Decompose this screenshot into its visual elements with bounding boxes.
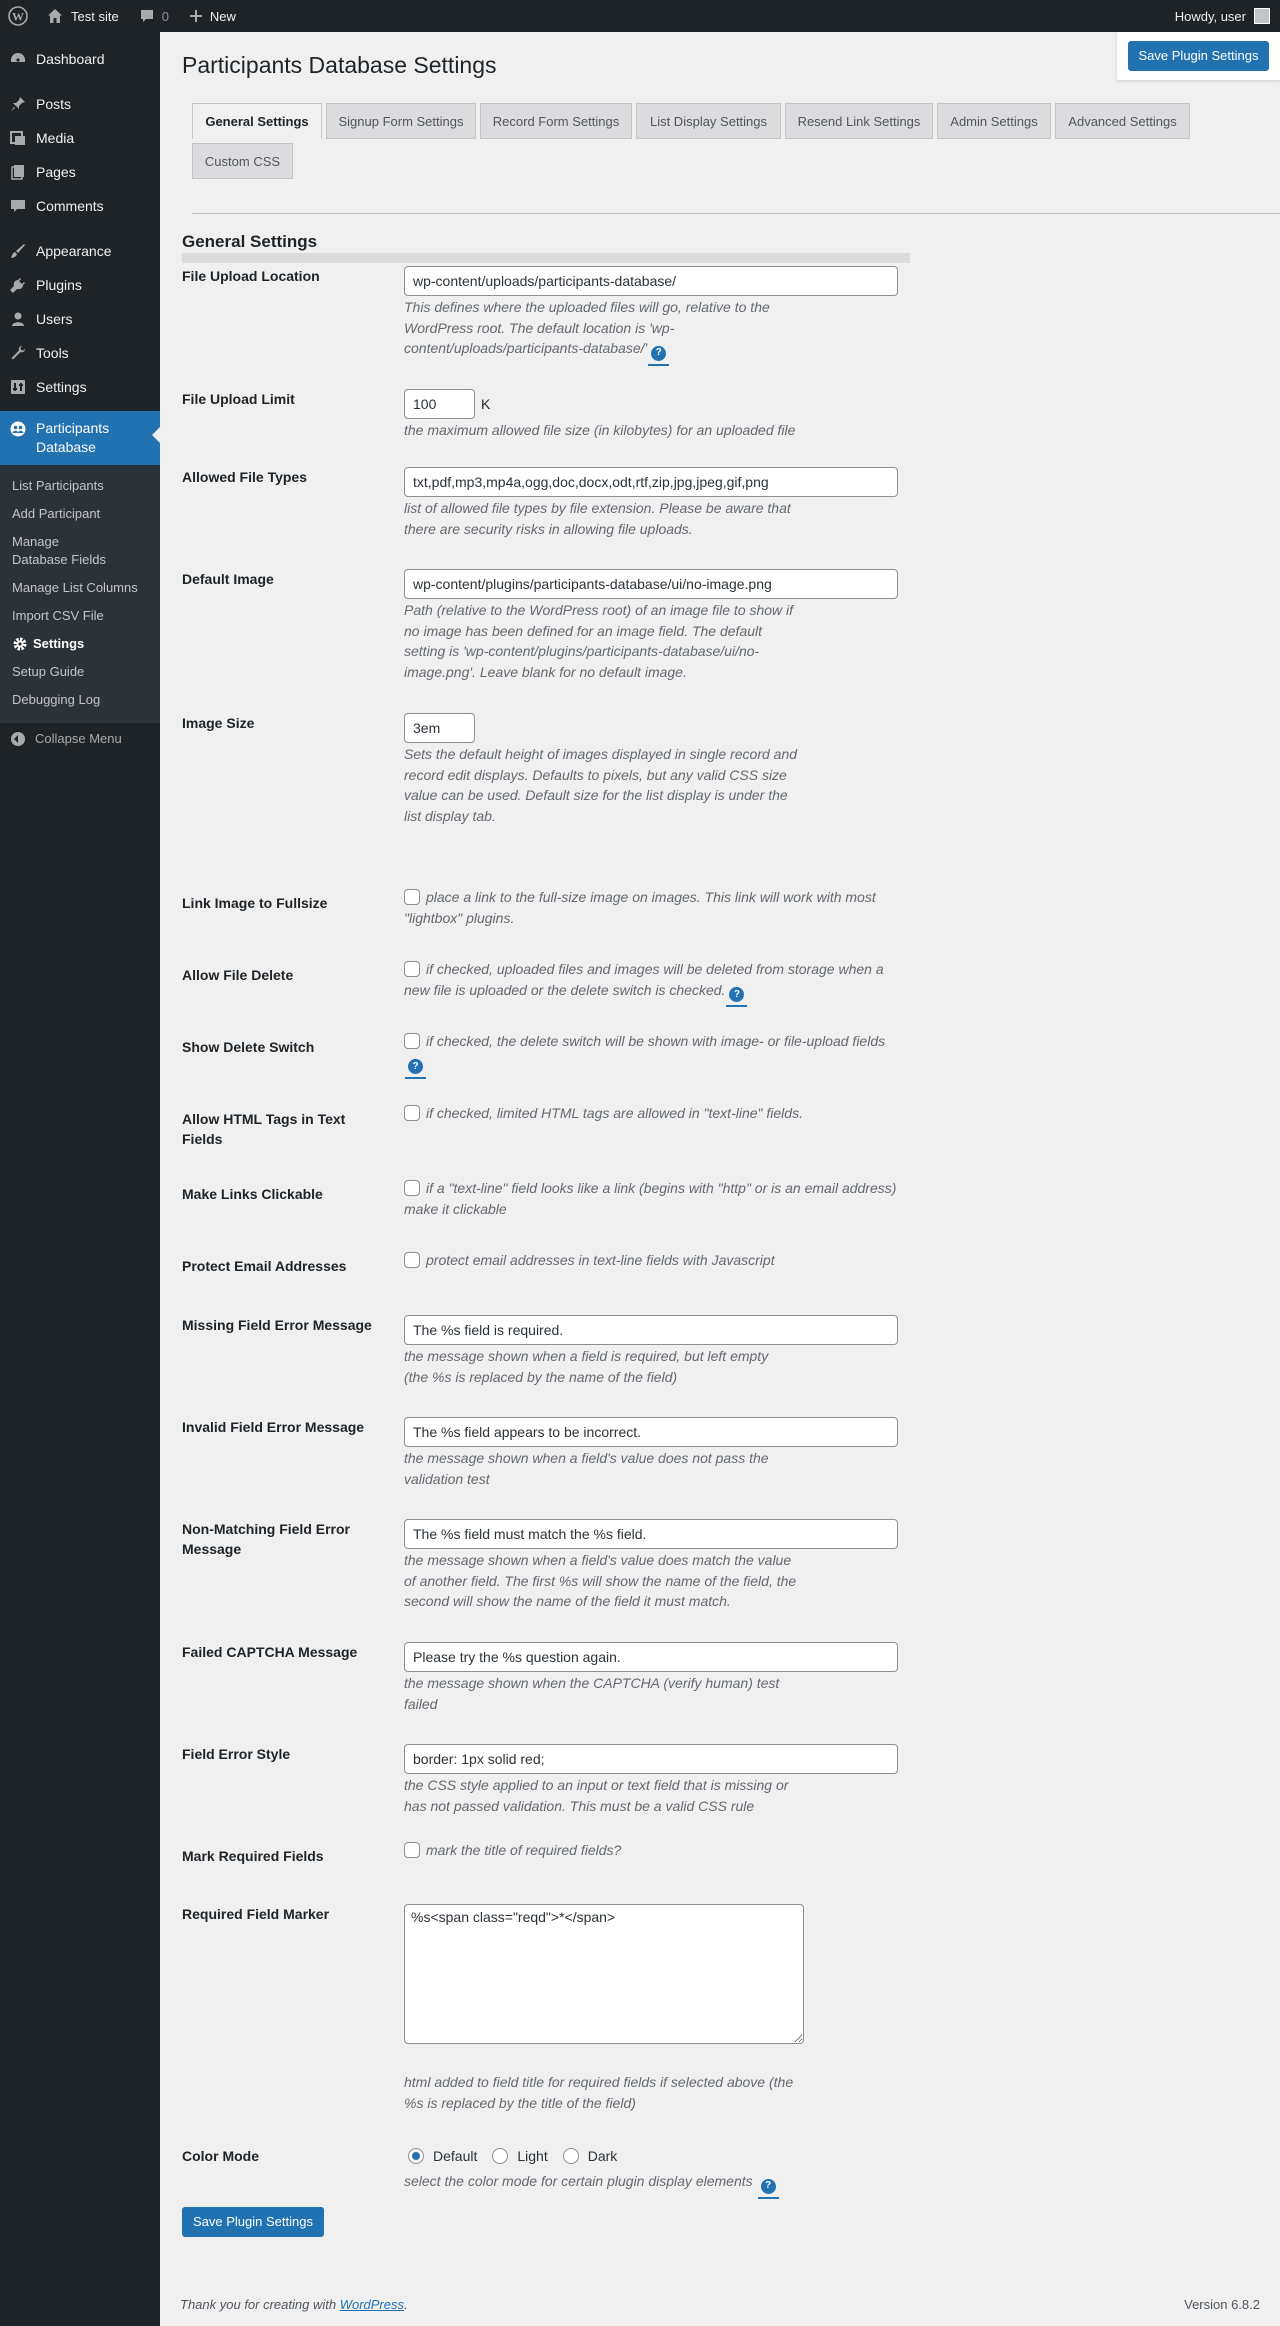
footer-text: . [404,2297,408,2312]
radio-label: Dark [587,2148,618,2164]
menu-tools[interactable] [0,336,160,370]
allowed-file-types-input[interactable] [404,467,898,497]
mark-required-checkbox[interactable] [404,1842,420,1858]
menu-participants-database[interactable] [0,411,160,465]
tab-list-display-settings[interactable]: List Display Settings [636,103,781,139]
user-icon [9,310,27,328]
menu-label: Pages [36,164,76,180]
make-links-clickable-checkbox[interactable] [404,1180,420,1196]
image-size-input[interactable] [404,713,475,743]
help-icon[interactable]: ? [651,346,666,361]
color-mode-default-option[interactable] [408,2148,477,2164]
tab-custom-css[interactable]: Custom CSS [192,143,293,179]
submenu-add-participant[interactable]: Add Participant [12,506,101,521]
menu-label: Dashboard [36,51,105,67]
tab-resend-link-settings[interactable]: Resend Link Settings [785,103,933,139]
menu-label: Plugins [36,277,82,293]
collapse-icon [11,732,25,746]
submenu-debugging-log[interactable]: Debugging Log [12,692,101,707]
participants-submenu [0,465,160,723]
setting-description: protect email addresses in text-line fields with Javascript [404,1250,904,1271]
radio-default[interactable] [408,2148,424,2164]
participants-icon [9,420,27,438]
failed-captcha-input[interactable] [404,1642,898,1672]
menu-label: Users [36,311,73,327]
setting-label: Show Delete Switch [182,1039,315,1055]
submenu-manage-database-fields[interactable]: Manage Database Fields [12,534,106,567]
media-icon [9,129,27,147]
admin-bar [0,0,1280,32]
submenu-manage-list-columns[interactable]: Manage List Columns [12,580,138,595]
setting-description: if checked, the delete switch will be shown with image- or file-upload fields ? [404,1031,904,1074]
menu-label: Participants Database [36,420,110,455]
submenu-list-participants[interactable]: List Participants [12,478,104,493]
setting-label: Allow File Delete [182,967,294,983]
setting-label: Color Mode [182,2148,259,2164]
setting-description: the maximum allowed file size (in kilobytes) for an uploaded file [404,422,796,438]
tab-advanced-settings[interactable]: Advanced Settings [1055,103,1190,139]
menu-users[interactable] [0,302,160,336]
comments-link[interactable] [129,0,179,32]
site-name-link[interactable] [36,0,129,32]
menu-comments[interactable] [0,189,160,223]
setting-description: the message shown when a field's value does not pass the validation test [404,1450,769,1487]
wordpress-link[interactable]: WordPress [339,2297,404,2312]
protect-email-checkbox[interactable] [404,1252,420,1268]
collapse-label: Collapse Menu [35,731,122,746]
invalid-field-error-input[interactable] [404,1417,898,1447]
brush-icon [9,242,27,260]
setting-label: Default Image [182,571,274,587]
footer-version: Version 6.8.2 [1184,2297,1260,2312]
color-mode-radio-group [408,2146,1004,2166]
menu-plugins[interactable] [0,268,160,302]
setting-description: if a "text-line" field looks like a link (begins with "http" or is an email address) make it clickable [404,1180,897,1217]
new-content-link[interactable] [179,0,246,32]
radio-label: Light [517,2148,548,2164]
howdy-label: Howdy, user [1174,8,1246,24]
setting-description: Sets the default height of images displayed in single record and record edit displays. Defaults to pixels, but any valid CSS size value can be used. Default size for the list display is under the list display tab. [404,746,798,824]
setting-description: This defines where the uploaded files will go, relative to the WordPress root. The default location is 'wp-content/uploads/participants-database/' ? [404,297,804,361]
menu-label: Comments [36,198,104,214]
settings-icon [9,378,27,396]
setting-description: the message shown when a field's value does match the value of another field. The first %s will show the name of the field, the second will show the name of the field it must match. [404,1552,797,1609]
nonmatching-field-error-input[interactable] [404,1519,898,1549]
color-mode-dark-option[interactable] [563,2148,618,2164]
plug-icon [9,276,27,294]
radio-label: Default [433,2148,478,2164]
plus-icon [189,9,203,23]
tab-signup-form-settings[interactable]: Signup Form Settings [326,103,476,139]
menu-label: Tools [36,345,69,361]
field-error-style-input[interactable] [404,1744,898,1774]
menu-label: Settings [36,379,87,395]
save-settings-button-top[interactable]: Save Plugin Settings [1128,41,1270,71]
allow-html-tags-checkbox[interactable] [404,1105,420,1121]
setting-description: if checked, uploaded files and images will be deleted from storage when a new file is uploaded or the delete switch is checked. ? [404,959,904,1002]
required-marker-textarea[interactable] [404,1904,804,2044]
setting-label: Missing Field Error Message [182,1317,372,1333]
submenu-import-csv[interactable]: Import CSV File [12,608,104,623]
wordpress-logo-icon[interactable] [0,0,36,32]
link-image-fullsize-checkbox[interactable] [404,889,420,905]
admin-sidebar [0,32,160,2326]
section-divider [182,253,910,263]
file-upload-location-input[interactable] [404,266,898,296]
footer-thanks [180,2297,408,2312]
account-menu[interactable] [1165,0,1280,32]
comment-icon [9,197,27,215]
footer-text: Thank you for creating with [180,2297,340,2312]
setting-description: html added to field title for required fields if selected above (the %s is replaced by the title of the field) [404,2074,794,2111]
menu-label: Media [36,130,75,146]
menu-pages[interactable] [0,155,160,189]
help-icon[interactable]: ? [408,1059,423,1074]
new-label: New [209,8,236,24]
comment-icon [139,8,155,24]
menu-posts[interactable] [0,87,160,121]
setting-description: list of allowed file types by file extension. Please be aware that there are security risks in allowing file uploads. [404,500,791,537]
setting-label: Non-Matching Field Error Message [182,1521,350,1557]
show-delete-switch-checkbox[interactable] [404,1033,420,1049]
setting-description: select the color mode for certain plugin display elements ? [404,2171,1004,2194]
setting-description: mark the title of required fields? [404,1840,904,1861]
unit-label: K [481,396,491,412]
setting-label: Allowed File Types [182,469,307,485]
setting-label: Field Error Style [182,1746,291,1762]
setting-description: the CSS style applied to an input or text field that is missing or has not passed validation. This must be a valid CSS rule [404,1777,789,1814]
radio-dark[interactable] [563,2148,579,2164]
setting-description: place a link to the full-size image on images. This link will work with most "lightbox" plugins. [404,889,876,926]
tab-admin-settings[interactable]: Admin Settings [937,103,1051,139]
gear-icon [12,636,28,652]
save-settings-area [182,2207,324,2237]
page-title: Participants Database Settings [182,52,497,78]
setting-label: Allow HTML Tags in Text Fields [182,1111,346,1147]
pin-icon [9,95,27,113]
radio-light[interactable] [492,2148,508,2164]
default-image-input[interactable] [404,569,898,599]
menu-dashboard[interactable] [0,42,160,76]
file-upload-limit-input[interactable] [404,389,475,419]
setting-label: Failed CAPTCHA Message [182,1644,358,1660]
help-icon[interactable]: ? [729,987,744,1002]
page-icon [9,163,27,181]
setting-description: if checked, limited HTML tags are allowed in "text-line" fields. [404,1103,904,1124]
main-content [160,32,1280,2326]
setting-label: Required Field Marker [182,1906,330,1922]
setting-label: Invalid Field Error Message [182,1419,365,1435]
menu-media[interactable] [0,121,160,155]
help-icon[interactable]: ? [761,2179,776,2194]
setting-description: Path (relative to the WordPress root) of an image file to show if no image has been defined for an image field. The default setting is 'wp-content/plugins/participants-database/ui/no-image.png'. Leave blank for no default image. [404,602,794,680]
home-icon [46,7,64,25]
setting-label: Mark Required Fields [182,1848,324,1864]
tab-record-form-settings[interactable]: Record Form Settings [480,103,632,139]
collapse-menu-button[interactable] [0,723,160,746]
setting-label: Make Links Clickable [182,1186,323,1202]
submenu-setup-guide[interactable]: Setup Guide [12,664,85,679]
submenu-label: Settings [33,636,85,651]
wrench-icon [9,344,27,362]
menu-appearance[interactable] [0,234,160,268]
setting-description: the message shown when the CAPTCHA (verify human) test failed [404,1675,780,1712]
setting-label: Image Size [182,715,255,731]
submenu-settings[interactable] [0,630,160,658]
tabs-divider [192,213,1280,214]
svg-text:W: W [12,9,24,24]
missing-field-error-input[interactable] [404,1315,898,1345]
menu-label: Appearance [36,243,112,259]
setting-description: the message shown when a field is required, but left empty (the %s is replaced by the name of the field) [404,1348,769,1385]
setting-label: File Upload Location [182,268,320,284]
floating-save-panel [1117,32,1280,80]
setting-label: Protect Email Addresses [182,1258,347,1274]
menu-settings[interactable] [0,370,160,404]
allow-file-delete-checkbox[interactable] [404,961,420,977]
avatar [1254,8,1270,24]
color-mode-light-option[interactable] [492,2148,547,2164]
setting-label: File Upload Limit [182,391,295,407]
comments-count: 0 [161,8,169,24]
tab-general-settings[interactable]: General Settings [192,103,322,139]
save-settings-button-bottom[interactable]: Save Plugin Settings [182,2207,324,2237]
menu-label: Posts [36,96,72,112]
section-title: General Settings [182,232,318,251]
dashboard-icon [9,50,27,68]
site-name-label: Test site [71,8,119,24]
setting-label: Link Image to Fullsize [182,895,328,911]
